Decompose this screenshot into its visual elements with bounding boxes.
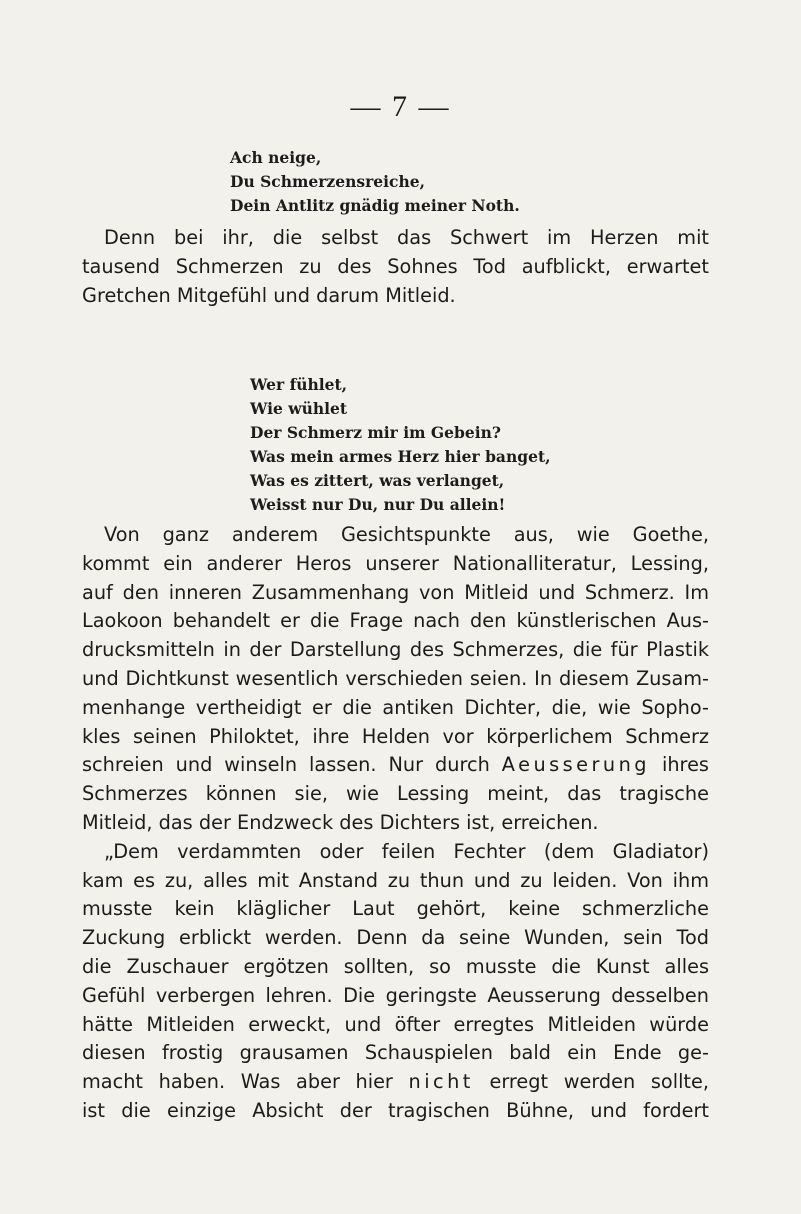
text-line: die Zuschauer ergötzen sollten, so musste die Kunst alles bbox=[82, 954, 709, 978]
paragraph-1 bbox=[82, 224, 709, 310]
text-line: Denn bei ihr, die selbst das Schwert im Herzen mit bbox=[104, 226, 709, 249]
verse-line: Weisst nur Du, nur Du allein! bbox=[250, 495, 506, 514]
text-line: hätte Mitleiden erweckt, und öfter erregtes Mitleiden würde bbox=[82, 1012, 709, 1036]
text-line: drucksmitteln in der Darstellung des Schmerzes, die für Plastik bbox=[82, 638, 709, 662]
verse-line: Dein Antlitz gnädig meiner Noth. bbox=[230, 196, 520, 215]
verse-block-1 bbox=[230, 146, 520, 218]
text-line: menhange vertheidigt er die antiken Dichter, die, wie Sopho- bbox=[82, 695, 709, 719]
text-line: kles seinen Philoktet, ihre Helden vor körperlichem Schmerz bbox=[82, 724, 709, 748]
emphasized-word: Aeusserung bbox=[501, 753, 651, 777]
verse-line: Du Schmerzensreiche, bbox=[230, 172, 425, 191]
text-line: diesen frostig grausamen Schauspielen bald ein Ende ge- bbox=[82, 1041, 709, 1065]
verse-block-2 bbox=[250, 373, 551, 517]
text-fragment: ihres bbox=[661, 753, 709, 777]
text-line: „Dem verdammten oder feilen Fechter (dem Gladiator) bbox=[104, 839, 709, 863]
text-line: Zuckung erblickt werden. Denn da seine Wunden, sein Tod bbox=[82, 926, 709, 950]
text-line: musste kein kläglicher Laut gehört, keine schmerzliche bbox=[82, 897, 709, 921]
text-line: Von ganz anderem Gesichtspunkte aus, wie Goethe, bbox=[104, 523, 709, 546]
text-line: Gretchen Mitgefühl und darum Mitleid. bbox=[82, 283, 456, 307]
verse-line: Wer fühlet, bbox=[250, 375, 348, 394]
page-number: — 7 — bbox=[350, 90, 451, 123]
verse-line: Was es zittert, was verlanget, bbox=[250, 471, 505, 490]
text-fragment: schreien und winseln lassen. Nur durch bbox=[82, 753, 490, 777]
text-line: Mitleid, das der Endzweck des Dichters ist, erreichen. bbox=[82, 810, 599, 834]
text-line: ist die einzige Absicht der tragischen Bühne, und fordert bbox=[82, 1098, 709, 1122]
text-line: kam es zu, alles mit Anstand zu thun und zu leiden. Von ihm bbox=[82, 868, 709, 892]
text-line: Schmerzes können sie, wie Lessing meint, das tragische bbox=[82, 782, 709, 806]
verse-line: Der Schmerz mir im Gebein? bbox=[250, 423, 501, 442]
text-line: kommt ein anderer Heros unserer Nationalliteratur, Lessing, bbox=[82, 551, 709, 575]
verse-line: Ach neige, bbox=[230, 148, 322, 167]
text-line: auf den inneren Zusammenhang von Mitleid und Schmerz. Im bbox=[82, 580, 709, 604]
text-fragment: macht haben. Was aber hier bbox=[82, 1070, 393, 1094]
text-line-with-emphasis bbox=[82, 751, 709, 780]
text-line: tausend Schmerzen zu des Sohnes Tod aufblickt, erwartet bbox=[82, 254, 709, 278]
paragraph-2-and-3 bbox=[82, 521, 709, 1126]
text-line: und Dichtkunst wesentlich verschieden seien. In diesem Zusam- bbox=[82, 666, 709, 690]
text-line: Laokoon behandelt er die Frage nach den künstlerischen Aus- bbox=[82, 609, 709, 633]
text-fragment: erregt werden sollte, bbox=[489, 1070, 709, 1094]
text-line-with-emphasis bbox=[82, 1068, 709, 1097]
verse-line: Wie wühlet bbox=[250, 399, 348, 418]
text-line: Gefühl verbergen lehren. Die geringste Aeusserung desselben bbox=[82, 983, 709, 1007]
verse-line: Was mein armes Herz hier banget, bbox=[250, 447, 551, 466]
emphasized-word: nicht bbox=[408, 1070, 474, 1094]
